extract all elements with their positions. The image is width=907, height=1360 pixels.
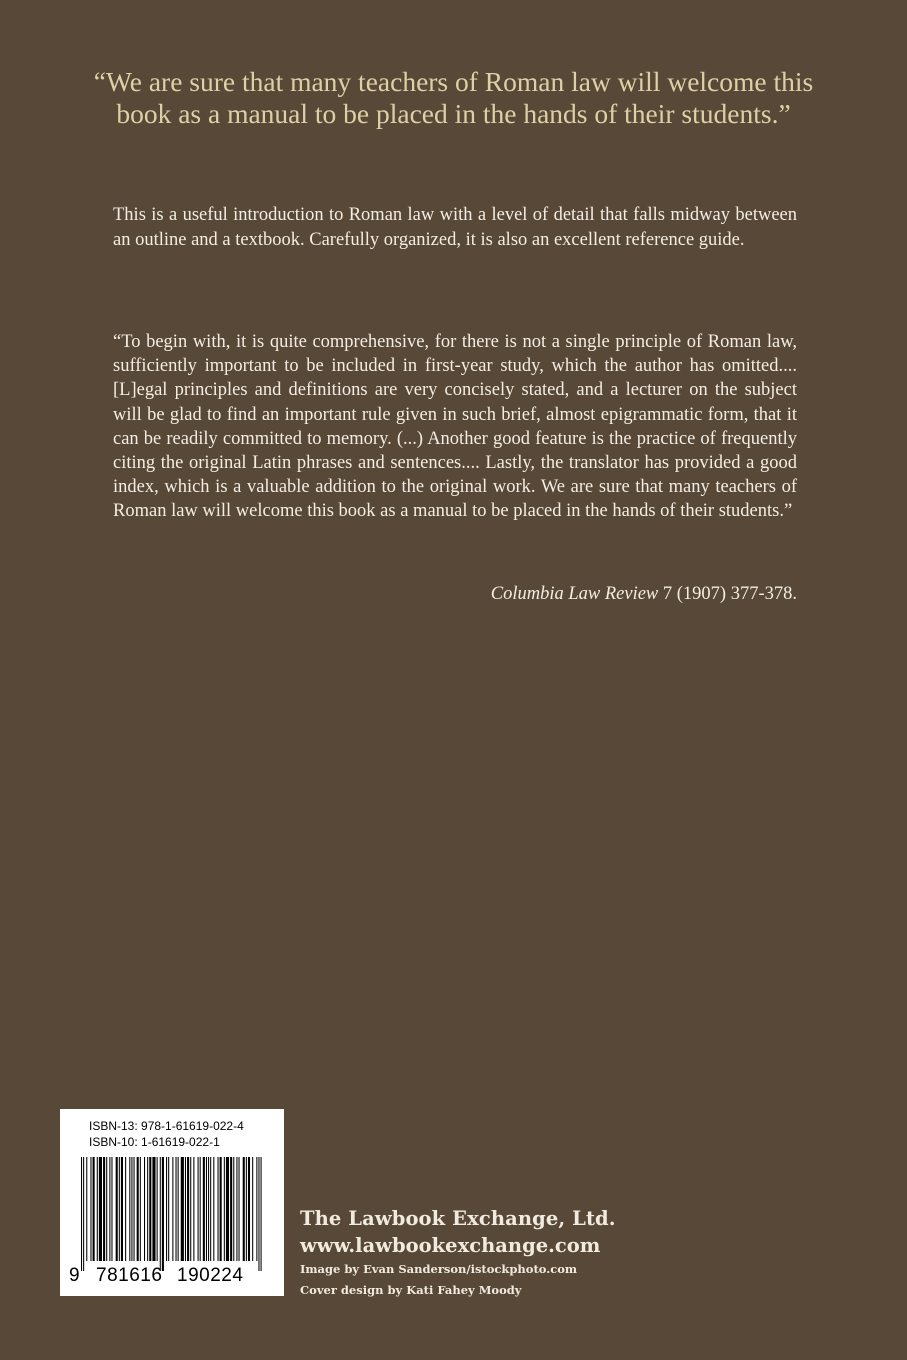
barcode-bar — [213, 1157, 214, 1261]
barcode-bar — [121, 1157, 123, 1261]
barcode-bar — [178, 1157, 179, 1261]
barcode-bar — [81, 1157, 82, 1271]
citation-journal: Columbia Law Review — [490, 584, 659, 604]
review-quote: “To begin with, it is quite comprehensive, for there is not a single principle of Roman law, sufficiently important to be included in first-year study, which the author has omitted.... [L]egal principles and definitions are very concisely stated, and a lecturer on the subject will be glad to find an important rule given in such brief, almost epigrammatic form, that it can be readily committed to memory. (...) Another good feature is the practice of frequently citing the original Latin phrases and sentences.... Lastly, the translator has provided a good index, which is a valuable addition to the original work. We are sure that many teachers of Roman law will welcome this book as a manual to be placed in the hands of their students.” — [113, 332, 797, 522]
barcode-bar — [160, 1157, 161, 1271]
barcode-bar — [93, 1157, 95, 1261]
barcode-bar — [149, 1157, 151, 1261]
barcode-bar — [144, 1157, 145, 1261]
barcode-bar — [111, 1157, 112, 1261]
barcode-bar — [243, 1157, 245, 1261]
barcode-digits-left: 781616 — [96, 1265, 163, 1286]
barcode-bar — [109, 1157, 110, 1261]
publisher-url[interactable]: www.lawbookexchange.com — [300, 1234, 601, 1257]
barcode-bar — [185, 1157, 186, 1261]
barcode-digit-first: 9 — [69, 1265, 80, 1286]
barcode-bar — [256, 1157, 257, 1261]
barcode-bar — [224, 1157, 225, 1261]
barcode-bar — [137, 1157, 139, 1261]
headline-quote — [40, 66, 867, 130]
barcode-bar — [233, 1157, 234, 1261]
barcode-bar — [187, 1157, 189, 1261]
barcode-bar — [103, 1157, 105, 1261]
barcode-bar — [246, 1157, 247, 1261]
barcode-bar — [230, 1157, 232, 1261]
barcode-bar — [200, 1157, 201, 1261]
barcode-bar — [206, 1157, 207, 1261]
barcode-bar — [119, 1157, 120, 1261]
isbn-barcode — [60, 1109, 284, 1296]
barcode-bar — [86, 1157, 87, 1261]
barcode-bar — [193, 1157, 194, 1261]
barcode-bar — [147, 1157, 148, 1261]
barcode-bar — [131, 1157, 132, 1261]
image-credit: Image by Evan Sanderson/istockphoto.com — [300, 1262, 578, 1276]
barcode-digits-right: 190224 — [177, 1265, 244, 1286]
citation-details: 7 (1907) 377-378. — [658, 584, 797, 604]
publisher-block — [300, 1206, 860, 1301]
barcode-bar — [236, 1157, 237, 1261]
barcode-bar — [218, 1157, 219, 1261]
barcode-bar — [248, 1157, 250, 1261]
barcode-bar — [220, 1157, 222, 1261]
barcode-bar — [162, 1157, 164, 1271]
barcode-bar — [129, 1157, 130, 1261]
barcode-bar — [198, 1157, 199, 1261]
isbn-10-label: ISBN-10: 1-61619-022-1 — [89, 1135, 220, 1149]
barcode-bar — [203, 1157, 205, 1261]
barcode-bar — [190, 1157, 191, 1261]
barcode-bar — [106, 1157, 107, 1261]
design-credit: Cover design by Kati Fahey Moody — [300, 1283, 522, 1297]
barcode-bar — [239, 1157, 240, 1261]
barcode-bar — [226, 1157, 229, 1261]
barcode-bar — [168, 1157, 169, 1261]
barcode-bar — [261, 1157, 262, 1271]
barcode-bar — [116, 1157, 118, 1261]
barcode-bar — [134, 1157, 135, 1261]
publisher-name: The Lawbook Exchange, Ltd. — [300, 1207, 616, 1230]
headline-line-2: book as a manual to be placed in the hands of their students.” — [116, 98, 791, 129]
intro-paragraph: This is a useful introduction to Roman law with a level of detail that falls midway between an outline and a textbook. Carefully organized, it is also an excellent reference guide. — [113, 205, 797, 250]
barcode-bar — [140, 1157, 141, 1261]
barcode-panel — [60, 1109, 284, 1296]
barcode-bar — [181, 1157, 184, 1261]
barcode-bar — [97, 1157, 98, 1261]
barcode-bar — [208, 1157, 209, 1261]
isbn-13-label: ISBN-13: 978-1-61619-022-4 — [89, 1119, 244, 1133]
barcode-bar — [99, 1157, 102, 1261]
barcode-bar — [166, 1157, 167, 1261]
barcode-bar — [258, 1157, 259, 1271]
barcode-bar — [176, 1157, 177, 1261]
barcode-bar — [172, 1157, 173, 1261]
barcode-bar — [210, 1157, 211, 1261]
headline-line-1: “We are sure that many teachers of Roman law will welcome this — [93, 66, 814, 97]
barcode-bar — [252, 1157, 253, 1261]
barcode-bar — [83, 1157, 84, 1271]
barcode-bar — [90, 1157, 91, 1261]
barcode-bar — [152, 1157, 155, 1261]
barcode-bar — [125, 1157, 126, 1261]
review-citation — [113, 582, 797, 606]
barcode-bar — [157, 1157, 158, 1261]
